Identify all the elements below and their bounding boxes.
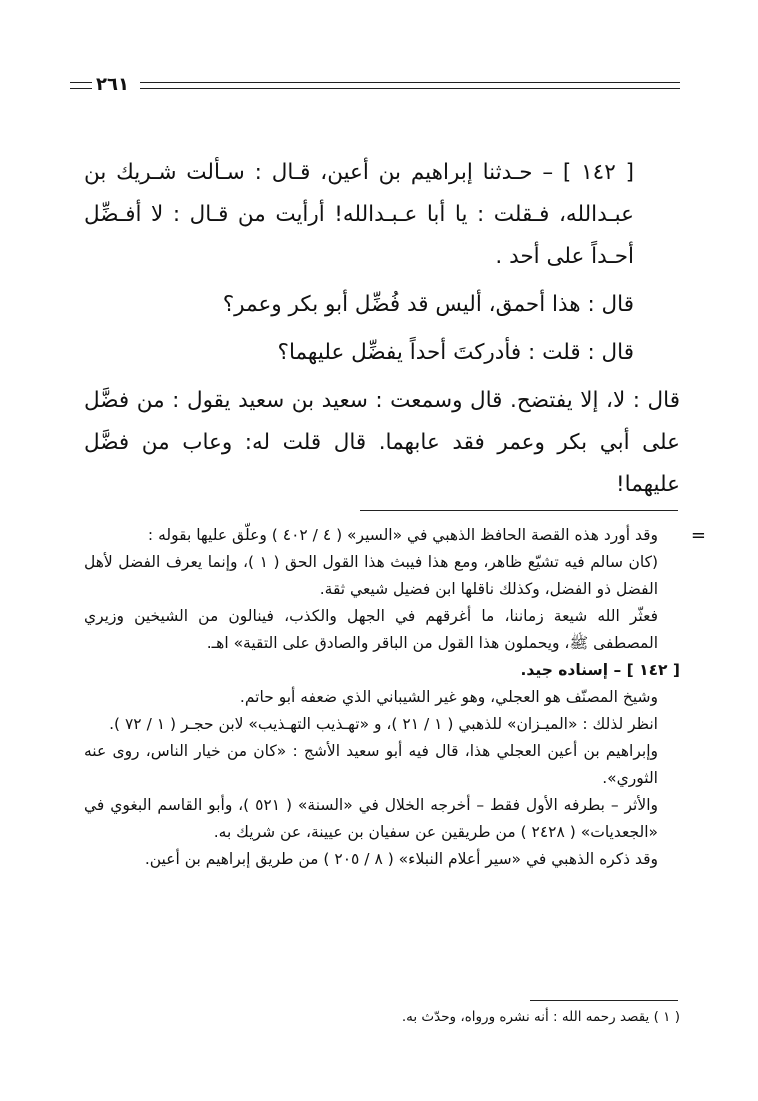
commentary-line: انظر لذلك : «الميـزان» للذهبي ( ١ / ٢١ )، و «تهـذيب التهـذيب» لابن حجـر ( ١ / ٧٢ ).	[109, 715, 658, 733]
page-number: ٢٦١	[96, 74, 129, 95]
narration-line: قال : هذا أحمق، أليس قد فُضِّل أبو بكر وعمر؟	[222, 292, 634, 317]
footnote-separator	[360, 510, 678, 511]
commentary-line: وشيخ المصنّف هو العجلي، وهو غير الشيباني الذي ضعفه أبو حاتم.	[239, 688, 658, 706]
footnote-separator-short	[530, 1000, 678, 1001]
header-rule	[140, 82, 680, 89]
narration-paragraph: [ ١٤٢ ] – حـدثنا إبراهيم بن أعين، قـال : سـألت شـريك بن عبـدالله، فـقلت : يا أبا عـبـدالله! أرأيت من قـال : لا أفـضِّل أحـداً على أحد .	[84, 160, 634, 269]
narration-line: قال : قلت : فأدركتَ أحداً يفضِّل عليهما؟	[277, 340, 634, 365]
commentary-line: وقد أورد هذه القصة الحافظ الذهبي في «السير» ( ٤ / ٤٠٢ ) وعلّق عليها بقوله :	[147, 526, 658, 544]
commentary-quote: (كان سالم فيه تشيّع ظاهر، ومع هذا فيبث هذا القول الحق ( ١ )، وإنما يعرف الفضل لأهل الفضل ذو الفضل، وكذلك ناقلها ابن فضيل شيعي ثقة.	[84, 553, 658, 598]
footnote: ( ١ ) يقصد رحمه الله : أنه نشره ورواه، وحدّث به.	[401, 1009, 680, 1025]
continuation-marker: =	[690, 525, 706, 546]
commentary-line: والأثر – بطرفه الأول فقط – أخرجه الخلال في «السنة» ( ٥٢١ )، وأبو القاسم البغوي في «الجعديات» ( ٢٤٢٨ ) من طريقين عن سفيان بن عيينة، عن شريك به.	[84, 796, 658, 841]
main-text	[84, 152, 680, 506]
commentary-line: وإبراهيم بن أعين العجلي هذا، قال فيه أبو سعيد الأشج : «كان من خيار الناس، روى عنه الثوري».	[84, 742, 658, 787]
header-rule-short	[70, 82, 92, 89]
commentary	[84, 522, 706, 873]
commentary-heading: [ ١٤٢ ] – إسناده جيد.	[520, 661, 680, 679]
narration-paragraph: قال : لا، إلا يفتضح. قال وسمعت : سعيد بن سعيد يقول : من فضَّل على أبي بكر وعمر فقد عابهما. قال قلت له: وعاب من فضَّل عليهما!	[84, 388, 680, 497]
commentary-quote: فعثّر الله شيعة زماننا، ما أغرقهم في الجهل والكذب، فينالون من الشيخين وزيري المصطفى ﷺ، ويحملون هذا القول من الباقر والصادق على التقية» اهـ.	[84, 607, 658, 652]
commentary-line: وقد ذكره الذهبي في «سير أعلام النبلاء» ( ٨ / ٢٠٥ ) من طريق إبراهيم بن أعين.	[144, 850, 658, 868]
page-header	[70, 74, 680, 96]
